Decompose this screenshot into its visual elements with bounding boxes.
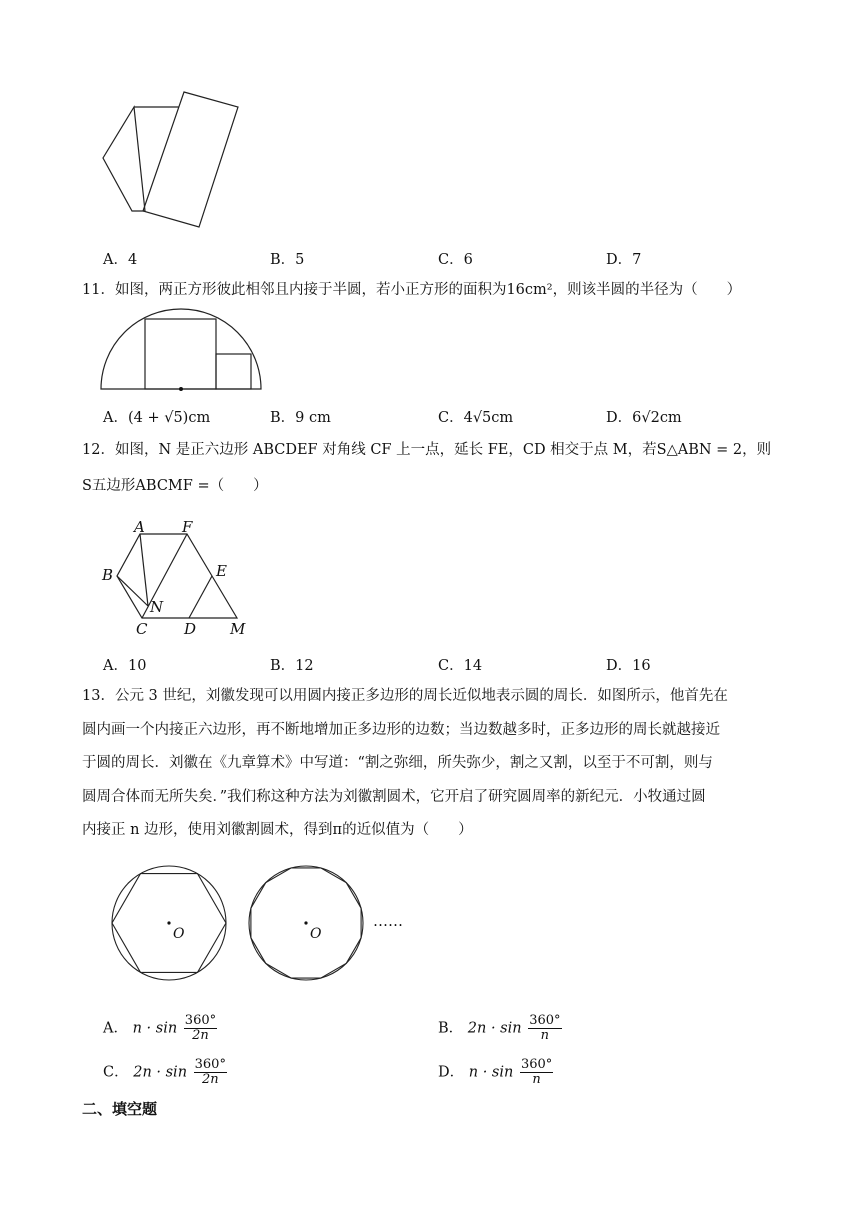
option-coef: 2n · sin [467,1020,522,1037]
fraction-numerator: 360° [184,1013,217,1028]
q12-option-c[interactable]: C．14 [438,658,483,674]
q13-option-a[interactable] [103,1014,217,1043]
q11-figure [95,305,270,397]
q10-figure [95,86,245,231]
q13-option-b[interactable] [438,1014,562,1043]
q10-option-c[interactable]: C．6 [438,252,473,268]
option-prefix: B． [438,1020,464,1037]
q10-option-a[interactable]: A．4 [103,252,138,268]
q12-label-d: D [184,620,197,638]
q12-stem-line2: S五边形ABCMF =（ ） [82,478,268,494]
q11-option-d[interactable]: D．6√2cm [606,410,682,426]
q13-stem [82,680,782,848]
option-prefix: C． [103,1064,129,1081]
q12-label-a: A [134,518,145,536]
option-fraction [194,1058,227,1087]
q11-option-c[interactable]: C．4√5cm [438,410,514,426]
q13-figure [105,862,435,992]
q12-option-d[interactable]: D．16 [606,658,651,674]
fraction-denominator: 2n [192,1028,209,1043]
q13-stem-line: 13．公元 3 世纪，刘徽发现可以用圆内接正多边形的周长近似地表示圆的周长．如图所示，他首先在 [82,688,728,704]
q13-option-d[interactable] [438,1058,553,1087]
q13-stem-line: 于圆的周长．刘徽在《九章算术》中写道：“割之弥细，所失弥少，割之又割，以至于不可割，则与 [82,755,713,771]
option-coef: n · sin [132,1020,178,1037]
fraction-numerator: 360° [520,1057,553,1072]
option-fraction [184,1014,217,1043]
option-fraction [528,1014,561,1043]
q11-option-b[interactable]: B．9 cm [270,410,331,426]
q12-label-n: N [150,598,164,616]
q13-stem-line: 圆内画一个内接正六边形，再不断地增加正多边形的边数；当边数越多时，正多边形的周长就越接近 [82,721,720,738]
q13-center-label-2: O [310,926,322,942]
q13-ellipsis: …… [373,912,403,930]
fraction-numerator: 360° [194,1057,226,1072]
fraction-denominator: 2n [201,1072,219,1087]
option-prefix: A． [103,1020,128,1037]
q11-stem: 11．如图，两正方形彼此相邻且内接于半圆，若小正方形的面积为16cm²，则该半圆的半径为（ ） [82,282,742,298]
q10-option-d[interactable]: D．7 [606,252,642,268]
option-coef: 2n · sin [133,1064,188,1081]
q12-option-b[interactable]: B．12 [270,658,314,674]
option-coef: n · sin [468,1064,514,1081]
q10-option-b[interactable]: B．5 [270,252,305,268]
fraction-numerator: 360° [529,1013,561,1028]
q13-stem-line: 圆周合体而无所失矣．”我们称这种方法为刘徽割圆术，它开启了研究圆周率的新纪元．小牧通过圆 [82,788,706,805]
q12-option-a[interactable]: A．10 [103,658,147,674]
fraction-denominator: n [540,1028,550,1043]
q13-stem-line: 内接正 n 边形，使用刘徽割圆术，得到π的近似值为（ ） [82,822,473,838]
q12-label-c: C [136,620,148,638]
q12-label-e: E [216,562,227,580]
option-fraction [520,1058,553,1087]
q11-option-a[interactable]: A．(4 + √5)cm [103,410,211,426]
q13-option-c[interactable] [103,1058,227,1087]
q12-figure [96,512,256,642]
section-heading: 二、填空题 [82,1100,158,1118]
fraction-denominator: n [532,1072,541,1087]
option-prefix: D． [438,1064,465,1081]
q12-stem-line1: 12．如图，N 是正六边形 ABCDEF 对角线 CF 上一点，延长 FE，CD 相交于点 M，若S△ABN = 2，则 [82,442,772,458]
q12-label-f: F [182,518,193,536]
q13-center-label-1: O [173,926,185,942]
q12-label-m: M [230,620,246,638]
q12-label-b: B [102,566,114,584]
